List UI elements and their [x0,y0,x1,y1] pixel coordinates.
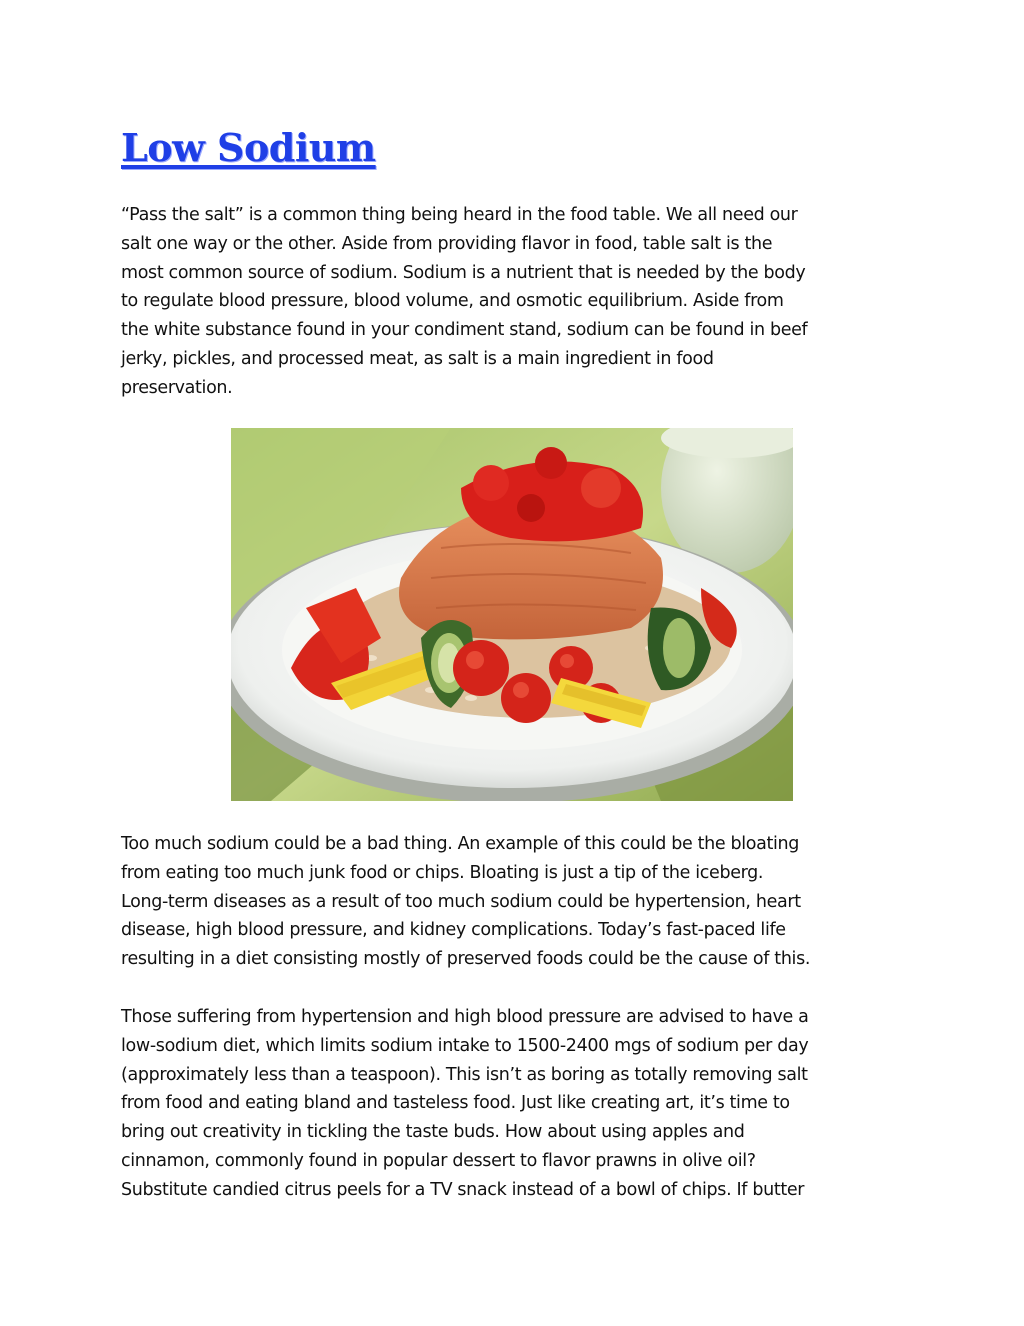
paragraph-line: to regulate blood pressure, blood volume, and osmotic equilibrium. Aside from [121,291,784,312]
paragraph-line: resulting in a diet consisting mostly of preserved foods could be the cause of this. [121,949,811,970]
salmon-dish-photo [231,428,793,801]
salmon-dish-illustration [231,428,793,801]
page-title: Low Sodium [121,125,376,170]
paragraph-line: Long-term diseases as a result of too much sodium could be hypertension, heart [121,891,801,912]
paragraph-line: jerky, pickles, and processed meat, as salt is a main ingredient in food [121,348,714,369]
paragraph-low-sodium-diet [121,1003,911,1205]
paragraph-intro [121,201,911,403]
paragraph-line: “Pass the salt” is a common thing being heard in the food table. We all need our [121,205,798,225]
paragraph-line: salt one way or the other. Aside from providing flavor in food, table salt is the [121,233,773,254]
paragraph-line: (approximately less than a teaspoon). This isn’t as boring as totally removing salt [121,1064,808,1085]
paragraph-too-much-sodium [121,830,911,974]
paragraph-line: Those suffering from hypertension and high blood pressure are advised to have a [121,1007,809,1027]
paragraph-line: bring out creativity in tickling the taste buds. How about using apples and [121,1122,745,1143]
paragraph-line: cinnamon, commonly found in popular dessert to flavor prawns in olive oil? [121,1150,756,1171]
paragraph-line: from food and eating bland and tasteless food. Just like creating art, it’s time to [121,1093,790,1114]
paragraph-line: disease, high blood pressure, and kidney complications. Today’s fast-paced life [121,920,786,941]
paragraph-line: from eating too much junk food or chips. Bloating is just a tip of the iceberg. [121,862,764,883]
paragraph-line: Substitute candied citrus peels for a TV snack instead of a bowl of chips. If butter [121,1179,805,1200]
paragraph-line: the white substance found in your condiment stand, sodium can be found in beef [121,320,808,341]
paragraph-line: most common source of sodium. Sodium is a nutrient that is needed by the body [121,262,806,283]
paragraph-line: Too much sodium could be a bad thing. An example of this could be the bloating [121,834,800,854]
paragraph-line: low-sodium diet, which limits sodium intake to 1500-2400 mgs of sodium per day [121,1035,809,1056]
paragraph-line: preservation. [121,377,233,398]
